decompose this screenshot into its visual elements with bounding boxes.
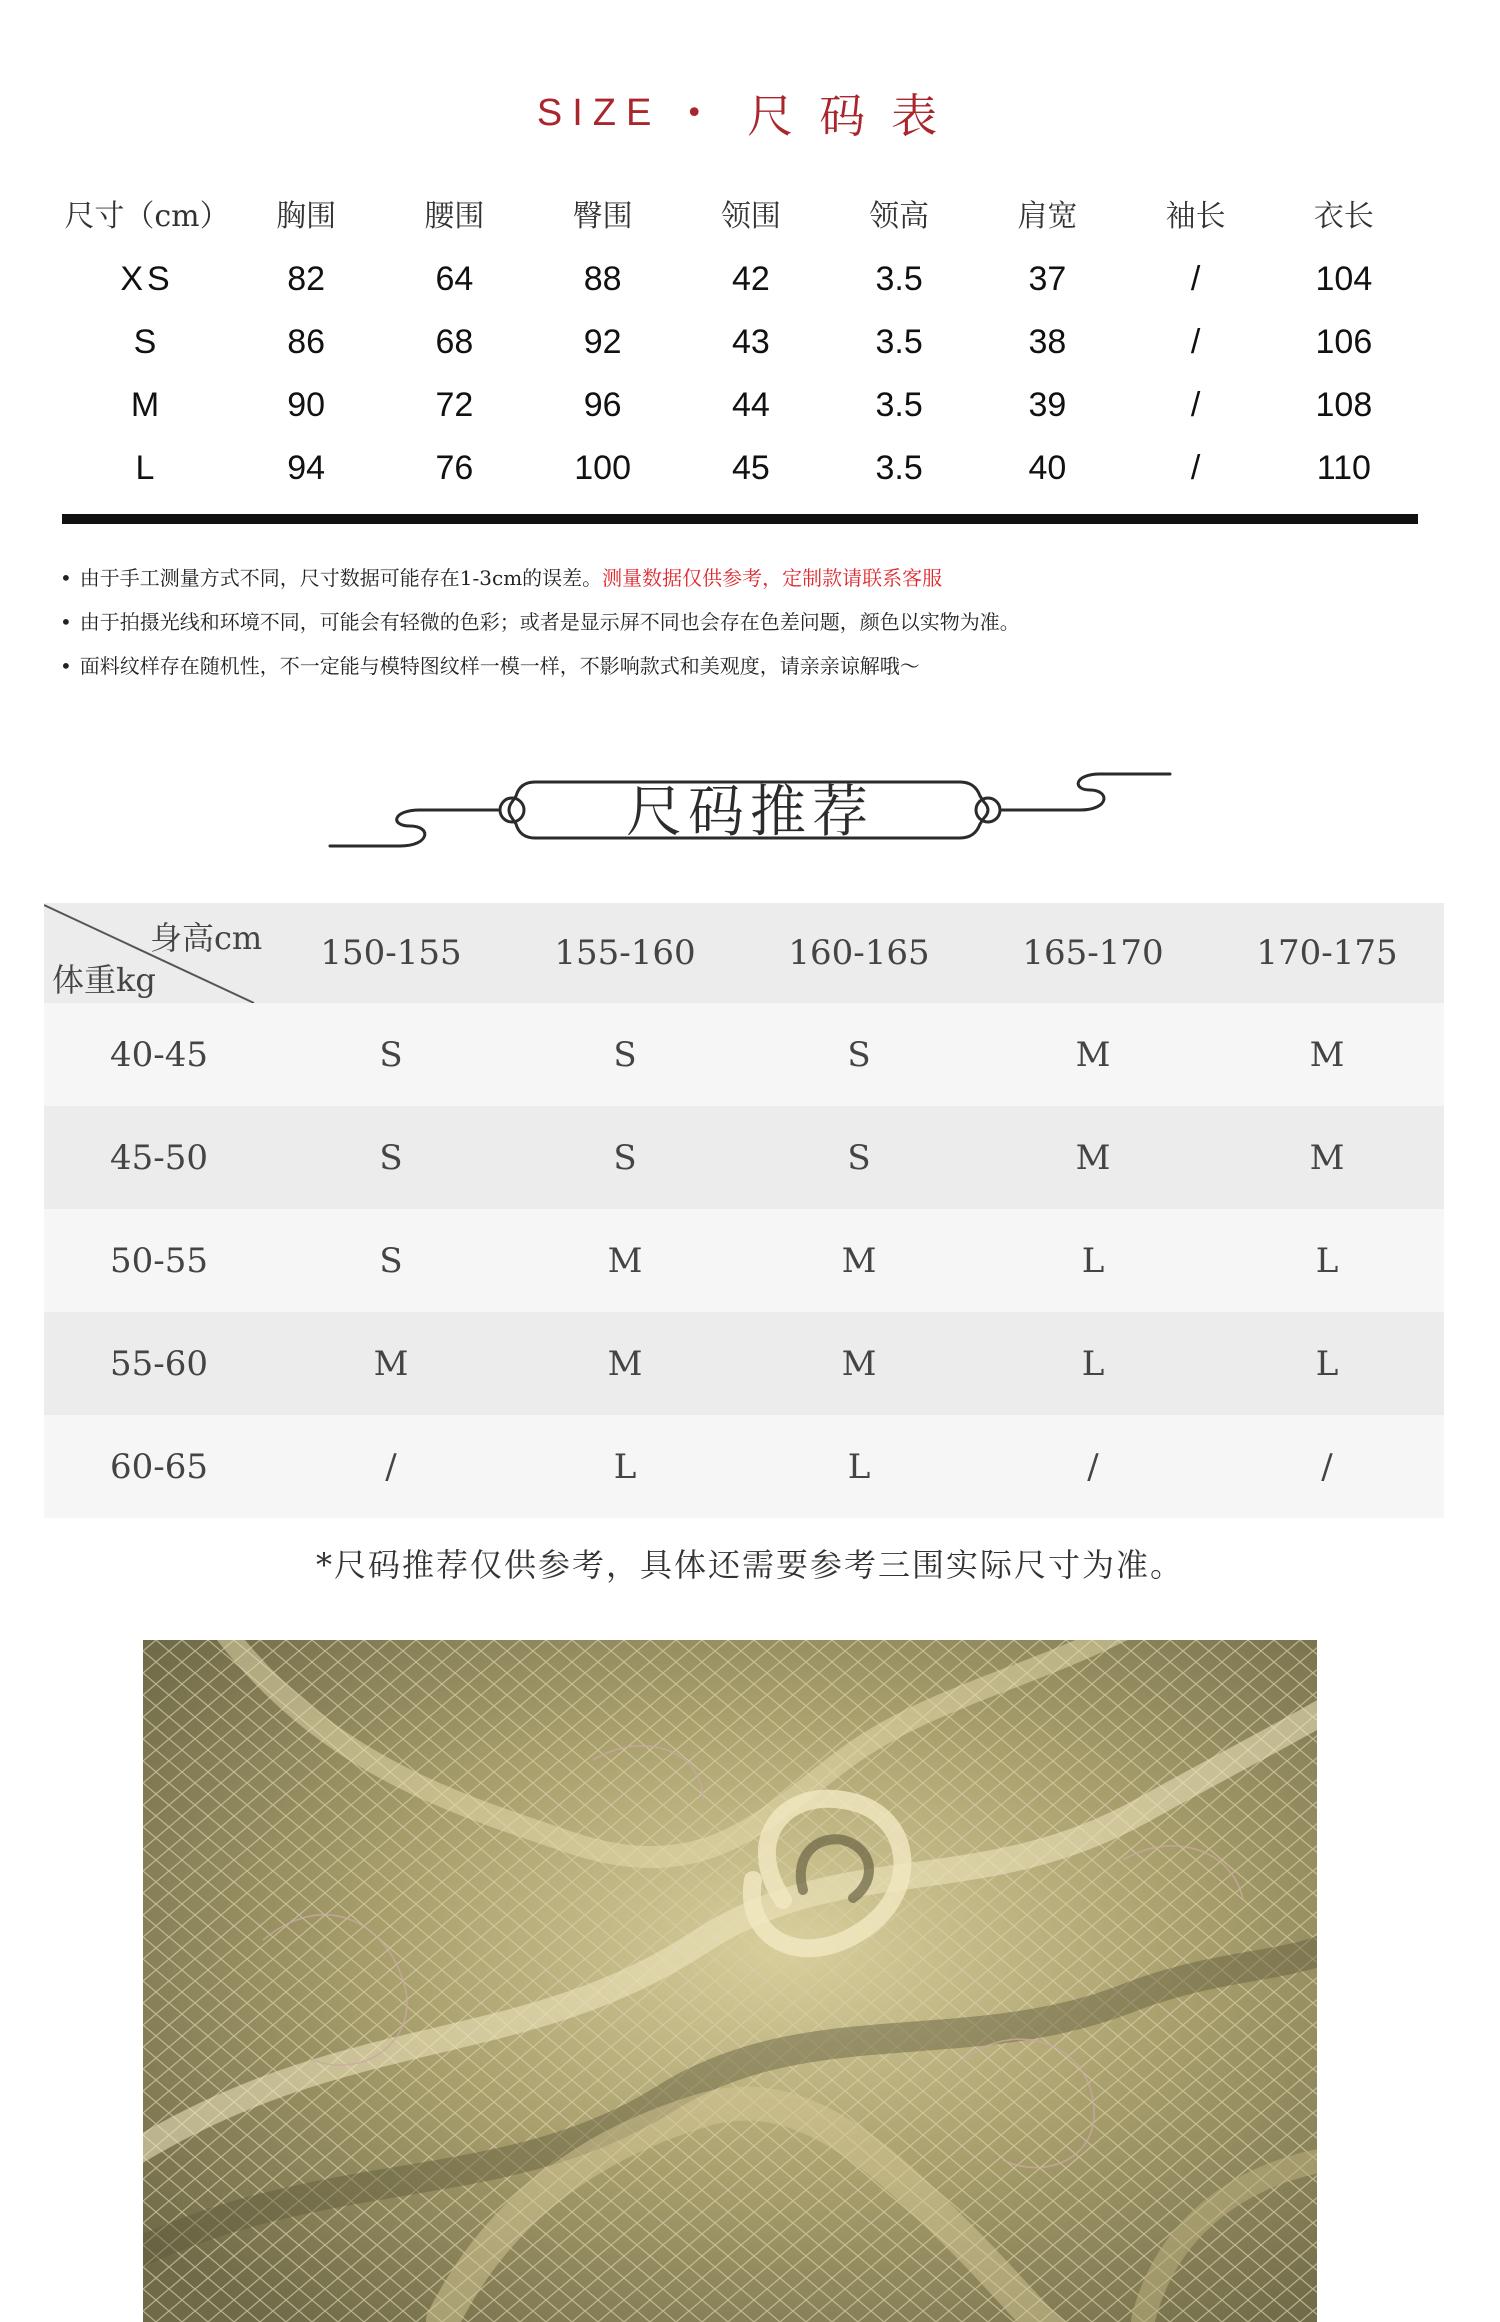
note-pattern [60, 644, 1440, 688]
table-divider [62, 514, 1418, 524]
size-cell: M [1210, 1003, 1444, 1106]
table-row [44, 1209, 1444, 1312]
size-cell: M [508, 1312, 742, 1415]
table-cell: 72 [435, 386, 474, 424]
size-title-cn: 尺码表 [747, 89, 964, 143]
size-label: M [130, 386, 164, 424]
size-label: S [133, 323, 161, 361]
size-cell: M [274, 1312, 508, 1415]
table-cell: 106 [1315, 323, 1373, 361]
header-hip: 臀围 [572, 199, 633, 234]
size-table [62, 178, 1418, 500]
note-color [60, 600, 1440, 644]
size-cell: L [976, 1312, 1210, 1415]
table-cell: 44 [731, 386, 770, 424]
height-range: 155-160 [508, 903, 742, 1003]
table-cell: / [1190, 260, 1201, 298]
header-size: 尺寸（cm） [64, 199, 230, 234]
size-cell: S [274, 1106, 508, 1209]
size-label: XS [120, 260, 174, 298]
header-length: 衣长 [1313, 199, 1374, 234]
recommend-title: 尺码推荐 [626, 780, 874, 845]
size-cell: S [508, 1106, 742, 1209]
height-range: 150-155 [274, 903, 508, 1003]
lace-fabric-photo [143, 1640, 1317, 2322]
header-collar: 领围 [720, 199, 781, 234]
size-cell: S [274, 1003, 508, 1106]
height-range: 160-165 [742, 903, 976, 1003]
table-cell: 88 [583, 260, 622, 298]
table-cell: 104 [1315, 260, 1373, 298]
size-cell: / [976, 1415, 1210, 1518]
size-label: L [135, 449, 159, 487]
size-chart-title [0, 78, 1500, 148]
size-cell: / [274, 1415, 508, 1518]
table-cell: 82 [287, 260, 326, 298]
table-cell: 3.5 [875, 449, 923, 487]
notes-list [60, 556, 1440, 688]
size-title-en: SIZE [536, 91, 662, 134]
table-cell: 96 [583, 386, 622, 424]
table-cell: 68 [435, 323, 474, 361]
table-row [62, 374, 1418, 437]
size-cell: L [1210, 1312, 1444, 1415]
table-cell: 3.5 [875, 386, 923, 424]
table-row [44, 1415, 1444, 1518]
bullet: • [60, 654, 72, 678]
table-cell: 45 [731, 449, 770, 487]
header-collar-height: 领高 [869, 199, 930, 234]
size-cell: L [742, 1415, 976, 1518]
header-waist: 腰围 [424, 199, 485, 234]
table-cell: 100 [574, 449, 631, 487]
weight-axis-label: 体重kg [52, 961, 156, 999]
table-row [62, 248, 1418, 311]
size-cell: M [1210, 1106, 1444, 1209]
note-text: 由于拍摄光线和环境不同，可能会有轻微的色彩；或者是显示屏不同也会存在色差问题，颜色以实物为准。 [79, 610, 1020, 634]
note-text: 面料纹样存在随机性，不一定能与模特图纹样一模一样，不影响款式和美观度，请亲亲谅解哦～ [79, 654, 920, 678]
table-cell: 92 [583, 323, 622, 361]
height-axis-label: 身高cm [150, 919, 263, 957]
bullet: • [60, 610, 72, 634]
table-cell: 39 [1028, 386, 1067, 424]
size-cell: M [742, 1209, 976, 1312]
size-table-header-row [62, 178, 1418, 248]
table-row [62, 311, 1418, 374]
table-cell: 40 [1028, 449, 1067, 487]
table-cell: 110 [1316, 449, 1371, 487]
size-cell: L [976, 1209, 1210, 1312]
size-cell: M [742, 1312, 976, 1415]
lace-fabric-illustration [143, 1640, 1317, 2322]
table-cell: 90 [287, 386, 326, 424]
recommend-header-row [44, 903, 1444, 1003]
header-shoulder: 肩宽 [1017, 199, 1078, 234]
table-cell: 43 [731, 323, 770, 361]
header-bust: 胸围 [276, 199, 337, 234]
height-range: 165-170 [976, 903, 1210, 1003]
weight-range: 45-50 [44, 1106, 274, 1209]
size-cell: L [508, 1415, 742, 1518]
table-cell: 94 [287, 449, 326, 487]
size-cell: / [1210, 1415, 1444, 1518]
table-cell: / [1190, 323, 1201, 361]
table-cell: 42 [731, 260, 770, 298]
table-row [44, 1003, 1444, 1106]
size-cell: M [976, 1003, 1210, 1106]
size-cell: S [274, 1209, 508, 1312]
table-cell: 3.5 [875, 323, 923, 361]
size-cell: M [976, 1106, 1210, 1209]
recommend-table [44, 903, 1444, 1518]
note-text: 由于手工测量方式不同，尺寸数据可能存在1-3cm的误差。 [79, 566, 603, 590]
table-cell: 108 [1315, 386, 1373, 424]
size-cell: S [742, 1106, 976, 1209]
table-cell: 86 [287, 323, 326, 361]
size-cell: L [1210, 1209, 1444, 1312]
size-cell: M [508, 1209, 742, 1312]
corner-header [44, 903, 274, 1003]
table-cell: 37 [1028, 260, 1067, 298]
note-measurement [60, 556, 1440, 600]
table-cell: / [1190, 449, 1201, 487]
note-highlight: 测量数据仅供参考，定制款请联系客服 [602, 566, 943, 590]
weight-range: 60-65 [44, 1415, 274, 1518]
header-sleeve: 袖长 [1165, 199, 1226, 234]
table-cell: 76 [435, 449, 474, 487]
table-row [44, 1106, 1444, 1209]
table-row [62, 437, 1418, 500]
size-title-dot: • [685, 95, 704, 131]
table-cell: / [1190, 386, 1201, 424]
table-cell: 3.5 [875, 260, 923, 298]
weight-range: 55-60 [44, 1312, 274, 1415]
recommend-footnote: *尺码推荐仅供参考，具体还需要参考三围实际尺寸为准。 [315, 1546, 1184, 1584]
size-cell: S [742, 1003, 976, 1106]
size-cell: S [508, 1003, 742, 1106]
table-cell: 38 [1028, 323, 1067, 361]
weight-range: 40-45 [44, 1003, 274, 1106]
table-row [44, 1312, 1444, 1415]
table-cell: 64 [435, 260, 474, 298]
weight-range: 50-55 [44, 1209, 274, 1312]
height-range: 170-175 [1210, 903, 1444, 1003]
bullet: • [60, 566, 72, 590]
